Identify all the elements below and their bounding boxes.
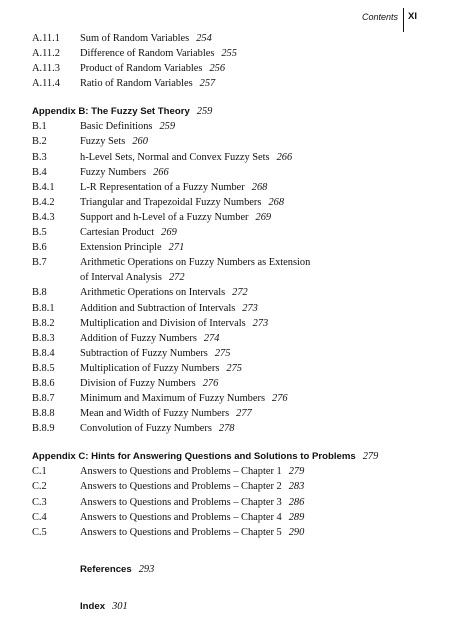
index-label: Index [80, 600, 106, 612]
entry-number: A.11.1 [32, 33, 60, 44]
entry-title: Minimum and Maximum of Fuzzy Numbers [80, 393, 265, 405]
entry-page: 266 [153, 166, 169, 178]
entry-page: 269 [161, 227, 177, 239]
entry-page: 266 [276, 151, 293, 163]
entry-title: Ratio of Random Variables [80, 78, 193, 90]
header-rule [403, 8, 404, 32]
toc-entry[interactable] [32, 225, 432, 240]
toc-entry[interactable] [32, 464, 432, 479]
toc-entry[interactable] [32, 31, 432, 46]
entry-page: 278 [218, 423, 235, 435]
entry-number: A.11.4 [32, 78, 60, 90]
entry-number: B.8.7 [32, 393, 55, 405]
entry-title: Triangular and Trapezoidal Fuzzy Numbers [80, 196, 262, 208]
entry-number: B.8.8 [32, 408, 55, 420]
index-page: 301 [112, 600, 128, 612]
entry-title: Support and h-Level of a Fuzzy Number [80, 211, 249, 223]
entry-number: B.3 [32, 151, 47, 163]
toc-entry[interactable] [32, 240, 432, 255]
entry-page: 254 [196, 33, 212, 44]
entry-title: Answers to Questions and Problems – Chapter 1 [80, 466, 282, 478]
entry-page: 289 [288, 511, 305, 523]
entry-number: B.8.1 [32, 302, 55, 314]
toc-entry[interactable] [32, 255, 432, 270]
toc-entry[interactable] [32, 376, 432, 391]
entry-page: 276 [272, 393, 288, 405]
entry-title: Convolution of Fuzzy Numbers [80, 423, 212, 435]
toc-entry[interactable] [32, 391, 432, 406]
toc-entry[interactable] [32, 76, 432, 91]
entry-number: B.5 [32, 227, 47, 239]
entry-page: 256 [209, 63, 226, 75]
entry-number: B.7 [32, 257, 47, 269]
toc-entry[interactable] [32, 316, 432, 331]
toc-entry[interactable] [32, 210, 432, 225]
entry-title: Multiplication and Division of Intervals [80, 317, 246, 329]
entry-number: C.5 [32, 526, 47, 538]
entry-page: 273 [242, 302, 258, 314]
entry-title: Addition of Fuzzy Numbers [80, 332, 197, 344]
entry-page: 275 [214, 347, 231, 359]
toc-entry[interactable] [32, 361, 432, 376]
table-of-contents [32, 31, 432, 614]
toc-entry[interactable] [32, 406, 432, 421]
entry-number: B.8 [32, 287, 47, 299]
entry-number: B.8.2 [32, 317, 55, 329]
entry-page: 259 [159, 121, 176, 133]
toc-entry[interactable] [32, 301, 432, 316]
entry-title: Basic Definitions [80, 121, 153, 133]
toc-entry[interactable] [32, 331, 432, 346]
entry-title: Product of Random Variables [80, 63, 203, 75]
entry-page: 260 [132, 136, 148, 148]
entry-number: B.8.6 [32, 377, 55, 389]
entry-title: Multiplication of Fuzzy Numbers [80, 362, 220, 374]
entry-number: A.11.2 [32, 48, 60, 60]
chapter-page: 259 [196, 106, 213, 118]
entry-number: B.4.2 [32, 196, 55, 208]
entry-number: B.8.4 [32, 347, 55, 359]
entry-title: Fuzzy Numbers [80, 166, 147, 178]
toc-entry[interactable] [32, 346, 432, 361]
entry-title: Addition and Subtraction of Intervals [80, 302, 236, 314]
entry-number: B.8.3 [32, 332, 55, 344]
entry-title-continued: of Interval Analysis [80, 272, 162, 284]
entry-number: B.1 [32, 121, 47, 133]
page-number: XI [408, 11, 417, 22]
entry-page: 268 [251, 181, 268, 193]
entry-title: Cartesian Product [80, 227, 155, 239]
entry-page: 272 [232, 287, 248, 299]
entry-number: B.4.1 [32, 181, 55, 193]
entry-title: Division of Fuzzy Numbers [80, 377, 196, 389]
entry-page: 272 [168, 272, 185, 284]
entry-page: 276 [202, 377, 219, 389]
references-page: 293 [138, 563, 155, 575]
references-label: References [80, 563, 132, 575]
toc-entry[interactable] [32, 285, 432, 300]
entry-page: 273 [252, 317, 269, 329]
entry-number: B.6 [32, 242, 47, 254]
entry-number: B.4.3 [32, 211, 55, 223]
entry-title: L-R Representation of a Fuzzy Number [80, 181, 245, 193]
entry-page: 277 [236, 408, 252, 420]
entry-page: 275 [226, 362, 242, 374]
running-title: Contents [361, 12, 399, 22]
entry-number: C.1 [32, 466, 47, 478]
entry-number: C.3 [32, 496, 47, 508]
entry-title: Arithmetic Operations on Intervals [80, 287, 226, 299]
entry-number: B.8.5 [32, 362, 55, 374]
entry-page: 269 [255, 211, 272, 223]
toc-entry[interactable] [32, 479, 432, 494]
chapter-title: Appendix C: Hints for Answering Questions and Solutions to Problems [32, 451, 356, 463]
toc-entry[interactable] [32, 180, 432, 195]
entry-title: Answers to Questions and Problems – Chapter 3 [80, 496, 282, 508]
entry-title: Extension Principle [80, 242, 162, 254]
entry-page: 286 [288, 496, 305, 508]
entry-page: 279 [288, 466, 305, 478]
chapter-title: Appendix B: The Fuzzy Set Theory [32, 106, 190, 118]
appendix-b-heading[interactable] [32, 104, 432, 119]
entry-number: C.4 [32, 511, 47, 523]
toc-entry[interactable] [32, 495, 432, 510]
entry-number: B.4 [32, 166, 47, 178]
entry-title: Mean and Width of Fuzzy Numbers [80, 408, 230, 420]
toc-entry[interactable] [32, 134, 432, 149]
entry-title: Fuzzy Sets [80, 136, 126, 148]
entry-page: 257 [199, 78, 216, 90]
references-entry[interactable] [32, 562, 432, 577]
entry-title: Answers to Questions and Problems – Chapter 2 [80, 481, 282, 493]
entry-number: C.2 [32, 481, 47, 493]
entry-page: 271 [168, 242, 185, 254]
entry-page: 274 [203, 332, 220, 344]
entry-page: 268 [268, 196, 285, 208]
entry-number: A.11.3 [32, 63, 60, 75]
entry-title: Answers to Questions and Problems – Chapter 5 [80, 526, 282, 538]
entry-page: 290 [288, 526, 305, 538]
entry-title: Answers to Questions and Problems – Chapter 4 [80, 511, 282, 523]
toc-entry[interactable] [32, 61, 432, 76]
toc-entry[interactable] [32, 165, 432, 180]
toc-entry-continuation[interactable] [32, 270, 432, 285]
entry-title: Difference of Random Variables [80, 48, 215, 60]
toc-entry[interactable] [32, 119, 432, 134]
entry-page: 255 [221, 48, 237, 60]
entry-number: B.2 [32, 136, 47, 148]
toc-entry[interactable] [32, 510, 432, 525]
toc-entry[interactable] [32, 150, 432, 165]
entry-title: Subtraction of Fuzzy Numbers [80, 347, 208, 359]
toc-entry[interactable] [32, 195, 432, 210]
toc-entry[interactable] [32, 46, 432, 61]
index-entry[interactable] [32, 599, 432, 614]
entry-title: Arithmetic Operations on Fuzzy Numbers as Extension [80, 257, 311, 269]
entry-title: h-Level Sets, Normal and Convex Fuzzy Sets [80, 151, 270, 163]
entry-number: B.8.9 [32, 423, 55, 435]
toc-entry[interactable] [32, 421, 432, 436]
toc-entry[interactable] [32, 525, 432, 540]
chapter-page: 279 [362, 451, 379, 463]
entry-title: Sum of Random Variables [80, 33, 190, 44]
appendix-c-heading[interactable] [32, 449, 432, 464]
entry-page: 283 [288, 481, 305, 493]
